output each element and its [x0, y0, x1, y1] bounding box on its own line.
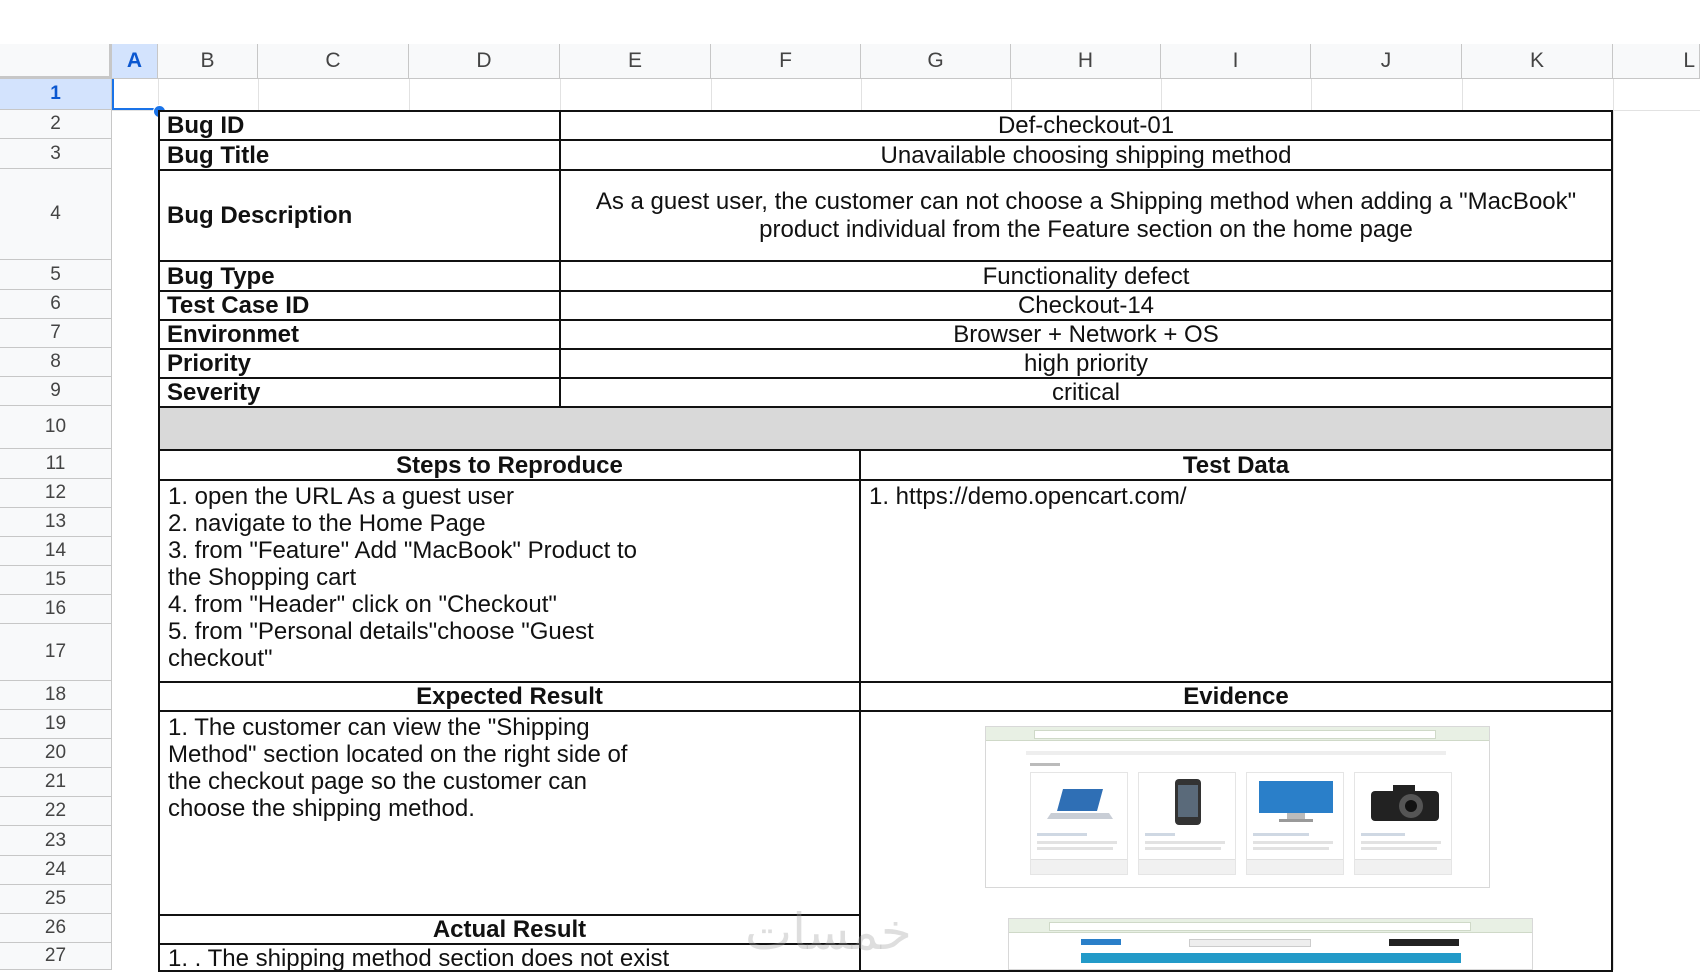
row-header[interactable]: 7 — [0, 319, 112, 348]
row-header[interactable]: 18 — [0, 681, 112, 710]
label-test-case-id[interactable]: Test Case ID — [158, 290, 561, 321]
site-logo — [1081, 939, 1121, 945]
camera-image — [1367, 781, 1443, 825]
step-item: 2. navigate to the Home Page — [168, 510, 486, 537]
value-bug-title[interactable]: Unavailable choosing shipping method — [559, 139, 1613, 171]
row-header[interactable]: 9 — [0, 377, 112, 406]
row-header[interactable]: 10 — [0, 406, 112, 449]
expected-result-text[interactable] — [158, 710, 861, 916]
cart-button — [1389, 939, 1459, 946]
row-header[interactable]: 16 — [0, 595, 112, 624]
row-header[interactable]: 6 — [0, 290, 112, 319]
label-bug-title[interactable]: Bug Title — [158, 139, 561, 171]
row-header[interactable]: 14 — [0, 537, 112, 566]
value-severity[interactable]: critical — [559, 377, 1613, 408]
watermark-text: خمسات — [745, 903, 912, 961]
expected-result-header[interactable]: Expected Result — [158, 681, 861, 712]
column-header-c[interactable]: C — [258, 44, 409, 79]
value-test-case-id[interactable]: Checkout-14 — [559, 290, 1613, 321]
row-header[interactable]: 23 — [0, 826, 112, 856]
column-header-e[interactable]: E — [560, 44, 711, 79]
row-header[interactable]: 13 — [0, 508, 112, 537]
step-item: 1. open the URL As a guest user — [168, 483, 514, 510]
evidence-header[interactable]: Evidence — [859, 681, 1613, 712]
row-header[interactable]: 17 — [0, 624, 112, 681]
value-bug-type[interactable]: Functionality defect — [559, 260, 1613, 292]
address-bar — [1049, 922, 1471, 931]
row-header[interactable]: 4 — [0, 169, 112, 260]
actual-line: 1. . The shipping method section does not exist — [168, 945, 670, 972]
product-card — [1030, 772, 1128, 875]
menu-bar — [1081, 953, 1461, 963]
row-header[interactable]: 19 — [0, 710, 112, 739]
evidence-screenshot-2[interactable] — [1008, 918, 1533, 970]
row-header[interactable]: 2 — [0, 110, 112, 139]
column-header-h[interactable]: H — [1011, 44, 1161, 79]
expected-line: 1. The customer can view the "Shipping — [168, 714, 590, 741]
row-header[interactable]: 21 — [0, 768, 112, 797]
phone-image — [1171, 777, 1205, 827]
column-header-g[interactable]: G — [861, 44, 1011, 79]
column-header-a[interactable]: A — [112, 44, 158, 79]
steps-header[interactable]: Steps to Reproduce — [158, 449, 861, 481]
row-header[interactable]: 15 — [0, 566, 112, 595]
steps-list[interactable] — [158, 479, 861, 683]
step-item: 4. from "Header" click on "Checkout" — [168, 591, 557, 618]
column-header-k[interactable]: K — [1462, 44, 1613, 79]
feature-label — [1030, 763, 1060, 766]
test-data-url: 1. https://demo.opencart.com/ — [869, 483, 1187, 510]
actual-result-header[interactable]: Actual Result — [158, 914, 861, 945]
row-header[interactable]: 12 — [0, 479, 112, 508]
label-environment[interactable]: Environmet — [158, 319, 561, 350]
monitor-image — [1257, 779, 1335, 825]
label-bug-id[interactable]: Bug ID — [158, 110, 561, 141]
selected-cell-a1[interactable] — [112, 79, 158, 110]
test-data-value[interactable] — [859, 479, 1613, 683]
label-bug-type[interactable]: Bug Type — [158, 260, 561, 292]
label-severity[interactable]: Severity — [158, 377, 561, 408]
step-item: checkout" — [168, 645, 273, 672]
row-header[interactable]: 22 — [0, 797, 112, 826]
column-header-j[interactable]: J — [1311, 44, 1462, 79]
row-header[interactable]: 11 — [0, 449, 112, 479]
row-header[interactable]: 1 — [0, 79, 112, 110]
expected-line: Method" section located on the right side of — [168, 741, 628, 768]
step-item: 3. from "Feature" Add "MacBook" Product to — [168, 537, 637, 564]
row-header[interactable]: 20 — [0, 739, 112, 768]
column-header-b[interactable]: B — [158, 44, 258, 79]
row-header[interactable]: 27 — [0, 943, 112, 970]
value-bug-id[interactable]: Def-checkout-01 — [559, 110, 1613, 141]
row-header[interactable]: 3 — [0, 139, 112, 169]
row-header[interactable]: 5 — [0, 260, 112, 290]
address-bar — [1034, 730, 1436, 739]
evidence-screenshot-1[interactable] — [985, 726, 1490, 888]
label-bug-description[interactable]: Bug Description — [158, 169, 561, 262]
row-header[interactable]: 25 — [0, 885, 112, 914]
label-priority[interactable]: Priority — [158, 348, 561, 379]
product-card — [1354, 772, 1452, 875]
value-priority[interactable]: high priority — [559, 348, 1613, 379]
step-item: 5. from "Personal details"choose "Guest — [168, 618, 594, 645]
row-header[interactable]: 8 — [0, 348, 112, 377]
product-card — [1246, 772, 1344, 875]
value-bug-description[interactable]: As a guest user, the customer can not choose a Shipping method when adding a "MacBook" product individual from the Feature section on the home page — [559, 169, 1613, 262]
row-header[interactable]: 26 — [0, 914, 112, 943]
search-box — [1189, 939, 1311, 947]
step-item: the Shopping cart — [168, 564, 357, 591]
column-header-f[interactable]: F — [711, 44, 861, 79]
value-environment[interactable]: Browser + Network + OS — [559, 319, 1613, 350]
column-header-i[interactable]: I — [1161, 44, 1311, 79]
column-header-d[interactable]: D — [409, 44, 560, 79]
column-header-l[interactable]: L — [1613, 44, 1700, 79]
expected-line: choose the shipping method. — [168, 795, 475, 822]
test-data-header[interactable]: Test Data — [859, 449, 1613, 481]
expected-line: the checkout page so the customer can — [168, 768, 587, 795]
product-card — [1138, 772, 1236, 875]
row-header[interactable]: 24 — [0, 856, 112, 885]
corner-cell[interactable] — [0, 44, 112, 79]
nav-bar — [1026, 751, 1446, 755]
laptop-image — [1045, 783, 1115, 823]
separator-row[interactable] — [158, 406, 1613, 451]
